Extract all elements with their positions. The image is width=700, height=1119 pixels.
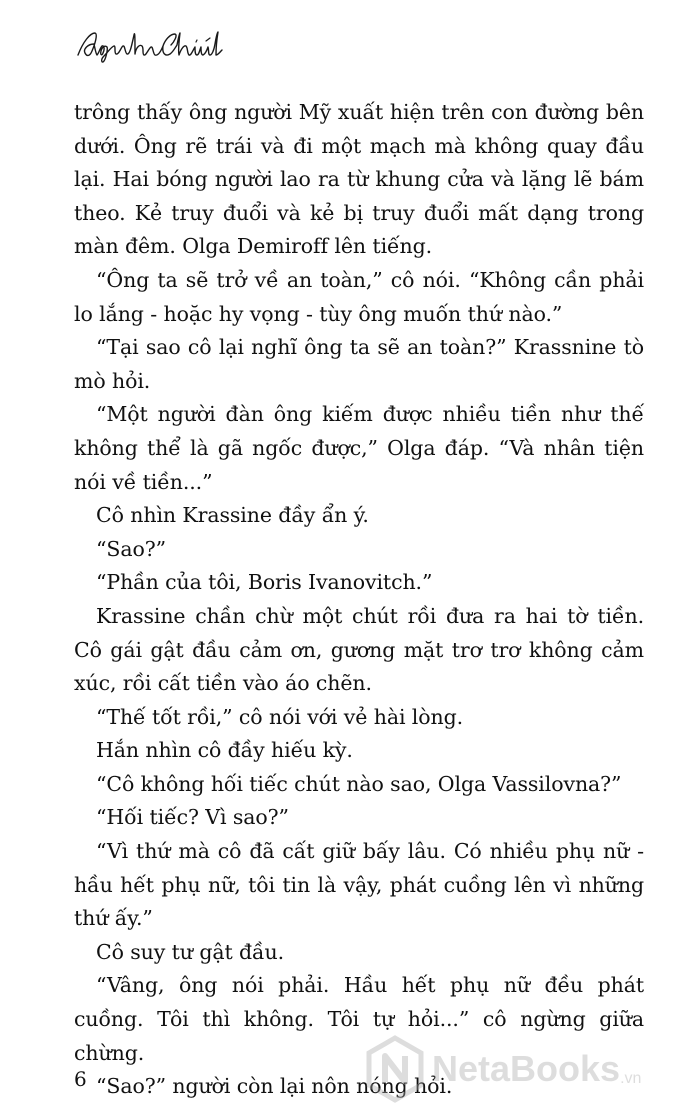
paragraph: “Cô không hối tiếc chút nào sao, Olga Vassilovna?” (96, 771, 622, 796)
paragraph: “Vâng, ông nói phải. Hầu hết phụ nữ đều phát cuồng. Tôi thì không. Tôi tự hỏi...” cô ngừng giữa chừng. (74, 973, 644, 1065)
watermark-text (432, 1048, 641, 1090)
paragraph: Cô suy tư gật đầu. (96, 939, 285, 964)
paragraph: trông thấy ông người Mỹ xuất hiện trên con đường bên dưới. Ông rẽ trái và đi một mạch mà không quay đầu lại. Hai bóng người lao ra từ khung cửa và lặng lẽ bám theo. Kẻ truy đuổi và kẻ bị truy đuổi mất dạng trong màn đêm. Olga Demiroff lên tiếng. (74, 100, 644, 259)
paragraph: Cô nhìn Krassine đầy ẩn ý. (96, 503, 369, 528)
paragraph: “Hối tiếc? Vì sao?” (96, 805, 289, 830)
author-signature (74, 24, 224, 66)
watermark-brand: NetaBooks (432, 1048, 621, 1089)
paragraph: “Sao?” (96, 536, 166, 561)
paragraph: Krassine chần chừ một chút rồi đưa ra hai tờ tiền. Cô gái gật đầu cảm ơn, gương mặt trơ trơ không cảm xúc, rồi cất tiền vào áo chẽn. (74, 603, 644, 696)
paragraph: “Sao?” người còn lại nôn nóng hỏi. (96, 1074, 453, 1099)
paragraph: “Vì thứ mà cô đã cất giữ bấy lâu. Có nhiều phụ nữ - hầu hết phụ nữ, tôi tin là vậy, phát cuồng lên vì những thứ ấy.” (74, 839, 644, 931)
paragraph: Hắn nhìn cô đầy hiếu kỳ. (96, 738, 353, 763)
paragraph: “Thế tốt rồi,” cô nói với vẻ hài lòng. (96, 704, 464, 729)
paragraph: “Phần của tôi, Boris Ivanovitch.” (96, 570, 433, 595)
page-number: 6 (74, 1067, 87, 1091)
netabooks-logo-icon (364, 1034, 426, 1104)
paragraph: “Tại sao cô lại nghĩ ông ta sẽ an toàn?” Krassnine tò mò hỏi. (74, 335, 644, 393)
watermark-suffix: .vn (620, 1070, 642, 1087)
paragraph: “Ông ta sẽ trở về an toàn,” cô nói. “Không cần phải lo lắng - hoặc hy vọng - tùy ông muốn thứ nào.” (74, 267, 644, 326)
paragraph: “Một người đàn ông kiếm được nhiều tiền như thế không thể là gã ngốc được,” Olga đáp. “Và nhân tiện nói về tiền...” (74, 402, 644, 494)
netabooks-watermark (360, 1030, 690, 1110)
book-page-text (74, 96, 644, 1104)
